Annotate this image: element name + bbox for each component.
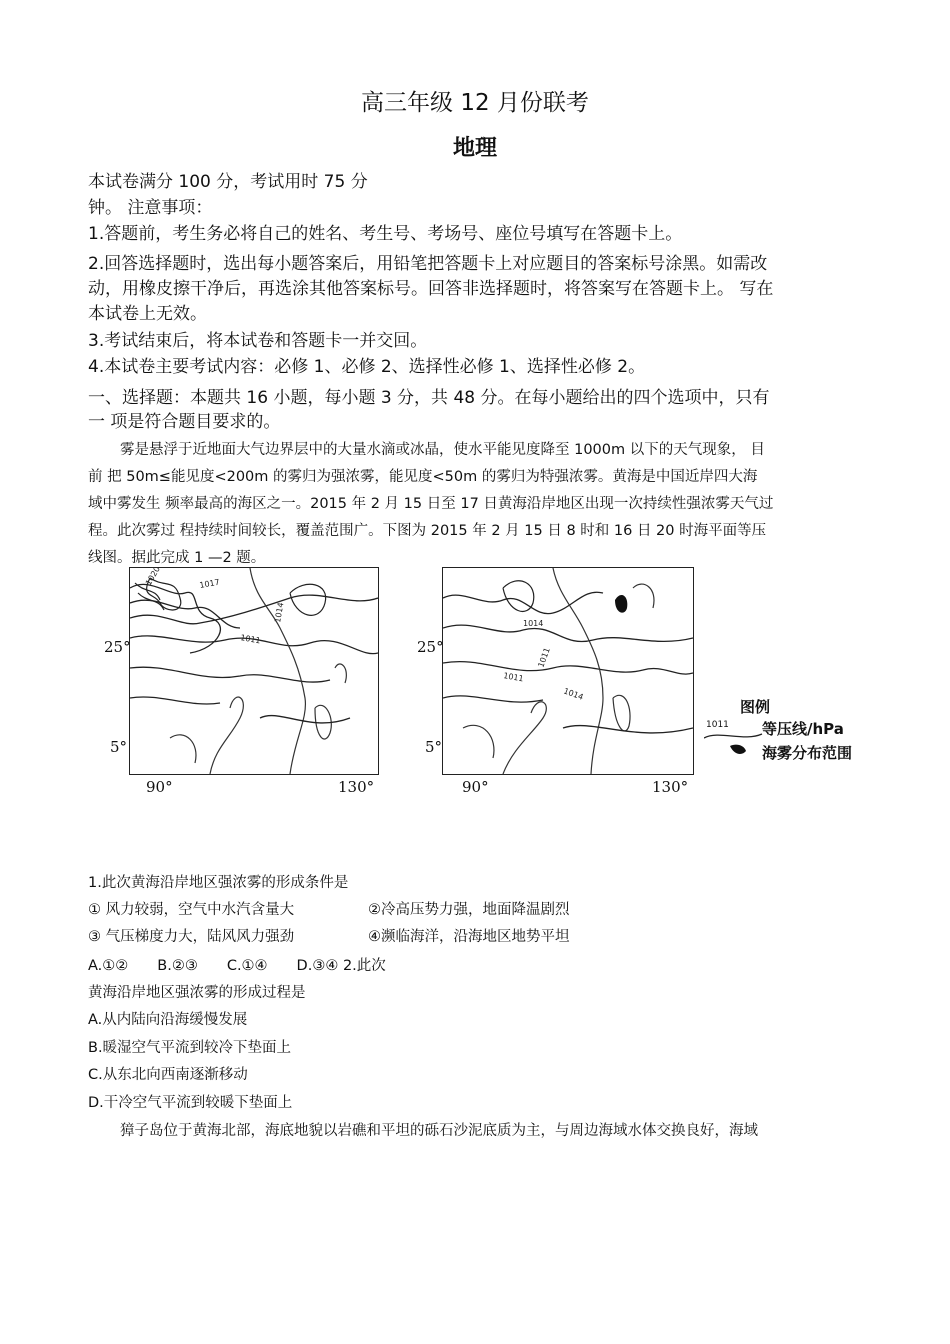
- question-1-option-4: ④濒临海洋，沿海地区地势平坦: [368, 929, 570, 945]
- legend-fog-swatch: [728, 743, 748, 757]
- legend-isobar-sample: 1011: [706, 720, 729, 730]
- exam-title: 高三年级 12 月份联考: [361, 90, 589, 116]
- question-2-option-d: D.干冷空气平流到较暖下垫面上: [88, 1095, 293, 1111]
- legend-fog-label: 海雾分布范围: [762, 744, 853, 762]
- intro-line-1: 本试卷满分 100 分，考试用时 75 分: [88, 172, 368, 192]
- note-1: 1.答题前，考生务必将自己的姓名、考生号、考场号、座位号填写在答题卡上。: [88, 224, 683, 244]
- note-2-line-1: 2.回答选择题时，选出每小题答案后，用铅笔把答题卡上对应题目的答案标号涂黑。如需改: [88, 254, 768, 274]
- isobar-value-label: 1020: [143, 568, 162, 587]
- intro-line-2: 钟。 注意事项：: [88, 198, 213, 218]
- sea-fog-area: [615, 595, 627, 613]
- map-1-lat-25: 25°: [104, 638, 131, 656]
- isobar-map-2-drawing: [443, 568, 693, 774]
- isobar-map-feb15: [129, 567, 379, 775]
- legend-isobar-line: [704, 728, 764, 744]
- map-1-lon-90: 90°: [146, 778, 173, 796]
- legend-isobar-label: 等压线/hPa: [762, 720, 844, 738]
- section-heading-line-2: 一 项是符合题目要求的。: [88, 412, 281, 432]
- passage-1-line-1: 雾是悬浮于近地面大气边界层中的大量水滴或冰晶，使水平能见度降至 1000m 以下的天气现象， 目: [120, 442, 765, 458]
- map-2-lon-90: 90°: [462, 778, 489, 796]
- note-4: 4.本试卷主要考试内容：必修 1、必修 2、选择性必修 1、选择性必修 2。: [88, 357, 646, 377]
- note-3: 3.考试结束后，将本试卷和答题卡一并交回。: [88, 331, 428, 351]
- question-1-option-1: ① 风力较弱，空气中水汽含量大: [88, 902, 295, 918]
- question-1-stem: 1.此次黄海沿岸地区强浓雾的形成条件是: [88, 875, 349, 891]
- note-2-line-3: 本试卷上无效。: [88, 304, 207, 324]
- question-2-option-c: C.从东北向西南逐渐移动: [88, 1067, 248, 1083]
- passage-2-line-1: 獐子岛位于黄海北部，海底地貌以岩礁和平坦的砾石沙泥底质为主，与周边海域水体交换良好，海域: [120, 1123, 758, 1139]
- question-1-option-3: ③ 气压梯度力大，陆风风力强劲: [88, 929, 295, 945]
- isobar-value-label: 1014: [273, 601, 286, 624]
- isobar-value-label: 1017: [198, 577, 221, 590]
- note-2-line-2: 动，用橡皮擦干净后，再选涂其他答案标号。回答非选择题时，将答案写在答题卡上。 写在: [88, 279, 774, 299]
- question-1-option-2: ②冷高压势力强，地面降温剧烈: [368, 902, 570, 918]
- map-2-lon-130: 130°: [652, 778, 689, 796]
- isobar-map-1-drawing: [130, 568, 378, 774]
- isobar-value-label: 1014: [562, 686, 585, 702]
- passage-1-line-3: 域中雾发生 频率最高的海区之一。2015 年 2 月 15 日至 17 日黄海沿岸地区出现一次持续性强浓雾天气过: [88, 496, 774, 512]
- isobar-value-label: 1011: [239, 633, 262, 646]
- passage-1-line-2: 前 把 50m≤能见度<200m 的雾归为强浓雾，能见度<50m 的雾归为特强浓雾。黄海是中国近岸四大海: [88, 469, 758, 485]
- legend-title: 图例: [740, 698, 771, 716]
- isobar-value-label: 1014: [523, 619, 544, 628]
- map-1-lat-5: 5°: [110, 738, 128, 756]
- section-heading-line-1: 一、选择题：本题共 16 小题，每小题 3 分，共 48 分。在每小题给出的四个选项中，只有: [88, 388, 770, 408]
- isobar-map-feb16: [442, 567, 694, 775]
- question-1-answers: A.①② B.②③ C.①④ D.③④ 2.此次: [88, 958, 386, 974]
- passage-1-line-5: 线图。据此完成 1 —2 题。: [88, 550, 266, 566]
- question-2-option-b: B.暖湿空气平流到较冷下垫面上: [88, 1040, 292, 1056]
- isobar-value-label: 1011: [502, 671, 525, 684]
- map-2-lat-5: 5°: [425, 738, 443, 756]
- map-1-lon-130: 130°: [338, 778, 375, 796]
- map-2-lat-25: 25°: [417, 638, 444, 656]
- passage-1-line-4: 程。此次雾过 程持续时间较长，覆盖范围广。下图为 2015 年 2 月 15 日 8 时和 16 日 20 时海平面等压: [88, 523, 767, 539]
- subject-title: 地理: [452, 136, 497, 161]
- question-2-option-a: A.从内陆向沿海缓慢发展: [88, 1012, 248, 1028]
- question-2-stem: 黄海沿岸地区强浓雾的形成过程是: [88, 985, 306, 1001]
- isobar-value-label: 1011: [536, 646, 552, 669]
